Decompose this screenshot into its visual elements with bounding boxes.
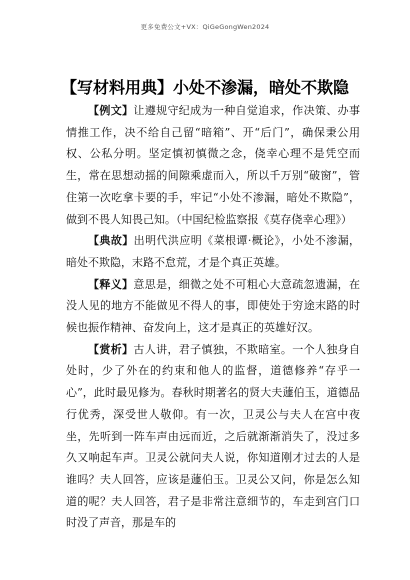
paragraph-text-interpretation: 意思是，细微之处不可粗心大意疏忽遗漏，在没人见的地方不能做见不得人的事，即使处于穷途末路的时候也振作精神、奋发向上，这才是真正的英雄好汉。 [66,277,361,335]
paragraph-interpretation [66,274,360,339]
paragraph-text-example: 让遵规守纪成为一种自觉追求，作决策、办事情推工作，决不给自己留“暗箱”、开“后门”，确保秉公用权、公私分明。坚定慎初慎微之念，侥幸心理不是凭空而生，常在思想动摇的间隙乘虚而入，所以千万别“破窗”，管住第一次吃拿卡要的手，牢记“小处不渗漏，暗处不欺隐”，做到不畏人知畏己知。（中国纪检监察报《莫存侥幸心理》） [66,104,361,226]
document-body [66,100,360,534]
page-title: 【写材料用典】小处不渗漏，暗处不欺隐 [60,78,349,97]
paragraph-tag-allusion: 【典故】 [88,234,134,248]
paragraph-text-appreciation: 古人讲，君子慎独，不欺暗室。一个人独身自处时，少了外在的约束和他人的监督，道德修养“存乎一心”，此时最见修为。春秋时期著名的贤大夫蘧伯玉，道德品行优秀，深受世人敬仰。有一次，卫灵公与夫人在宫中夜坐，先听到一阵车声由远而近，之后就渐渐消失了，没过多久又响起车声。卫灵公就问夫人说，你知道刚才过去的人是谁吗？夫人回答，应该是蘧伯玉。卫灵公又问，你是怎么知道的呢？夫人回答，君子是非常注意细节的，车走到宫门口时没了声音，那是车的 [66,342,361,530]
paragraph-tag-example: 【例文】 [88,104,134,117]
paragraph-appreciation [66,339,360,534]
paragraph-text-allusion: 出明代洪应明《菜根谭·概论》，小处不渗漏，暗处不欺隐，末路不怠荒，才是个真正英雄。 [66,234,361,269]
paragraph-allusion [66,230,360,273]
page-header: 更多免费公文+VX：QiGeGongWen2024 [140,23,270,31]
paragraph-example [66,100,360,230]
paragraph-tag-appreciation: 【赏析】 [88,342,134,356]
paragraph-tag-interpretation: 【释义】 [88,277,134,291]
